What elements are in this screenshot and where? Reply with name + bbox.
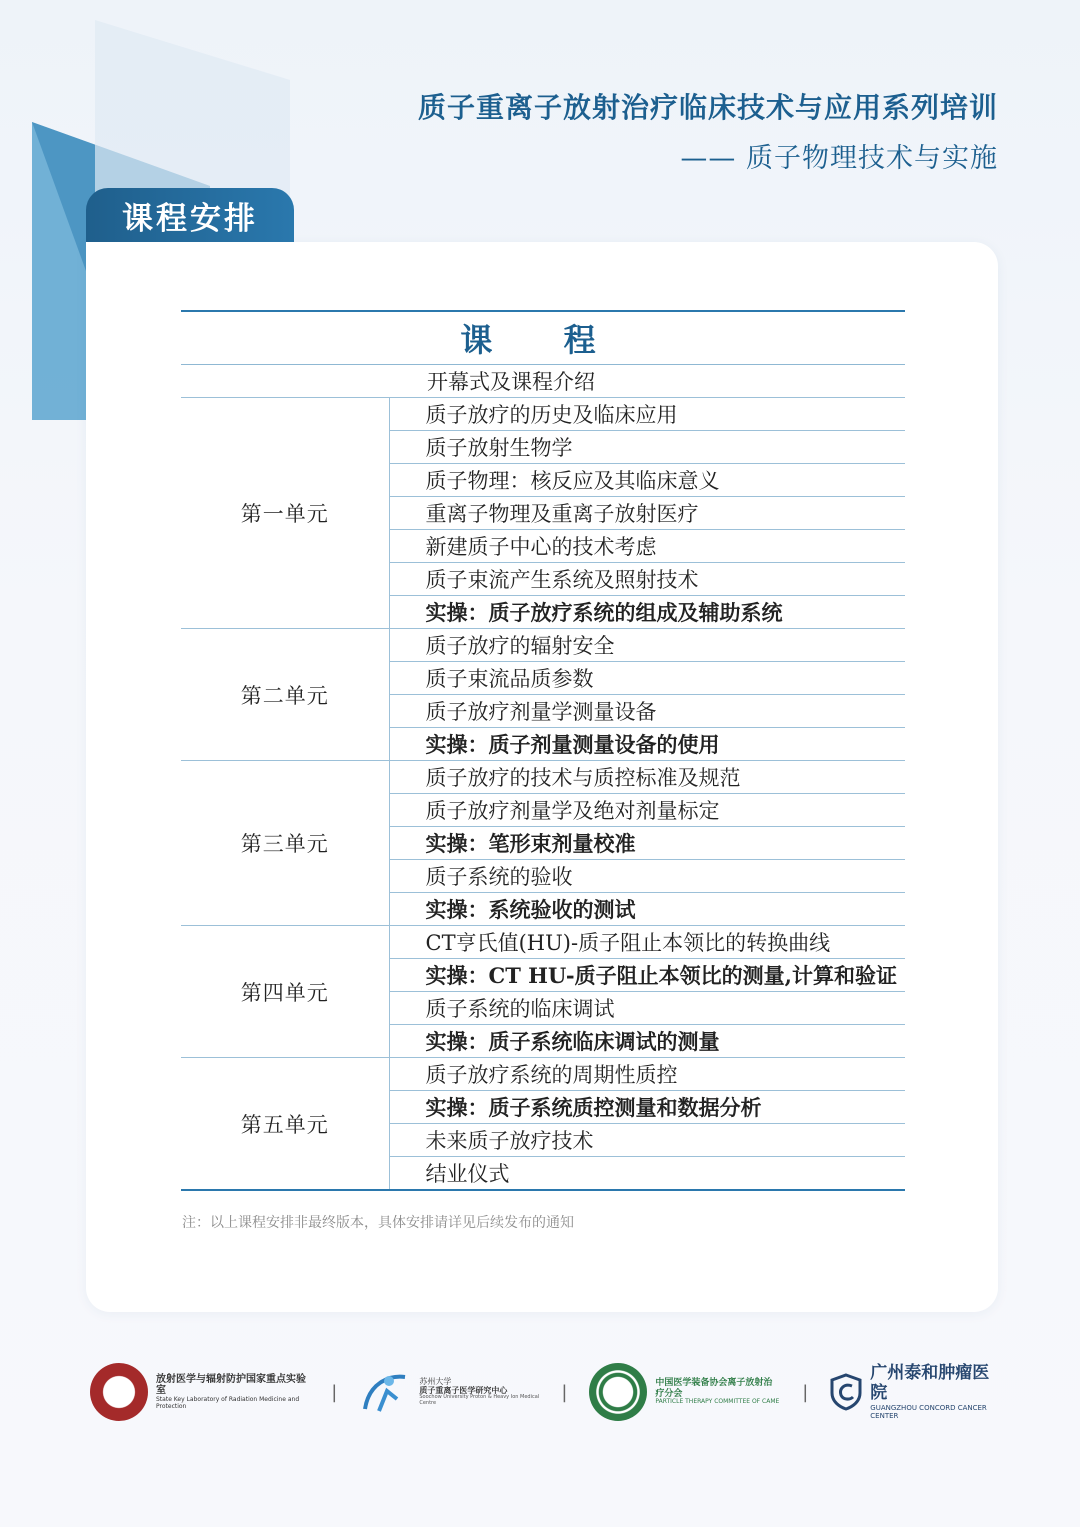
course-item: 质子放疗的技术与质控标准及规范: [389, 761, 905, 794]
logo-subtext: State Key Laboratory of Radiation Medicine and Protection: [156, 1395, 300, 1410]
soochow-figure-icon: [359, 1369, 411, 1415]
footer-logos: [90, 1360, 1000, 1424]
course-item: 质子物理：核反应及其临床意义: [389, 464, 905, 497]
came-seal-icon: [589, 1363, 647, 1421]
course-item: 实操：质子系统质控测量和数据分析: [389, 1091, 905, 1124]
logo-subtext: GUANGZHOU CONCORD CANCER CENTER: [870, 1403, 987, 1420]
unit-label: 第二单元: [181, 629, 389, 761]
course-item: 实操：CT HU-质子阻止本领比的测量,计算和验证: [389, 959, 905, 992]
logo-separator: |: [802, 1381, 809, 1403]
course-table: [181, 310, 905, 1191]
unit-label: 第四单元: [181, 926, 389, 1058]
shield-icon: [830, 1373, 862, 1411]
course-item: 质子放疗的辐射安全: [389, 629, 905, 662]
course-item: 质子系统的验收: [389, 860, 905, 893]
course-item: 质子束流品质参数: [389, 662, 905, 695]
course-item: 实操：系统验收的测试: [389, 893, 905, 926]
course-item: 质子放疗剂量学及绝对剂量标定: [389, 794, 905, 827]
course-item: 质子系统的临床调试: [389, 992, 905, 1025]
header-title: 质子重离子放射治疗临床技术与应用系列培训: [417, 91, 998, 124]
footnote: 注：以上课程安排非最终版本，具体安排请详见后续发布的通知: [182, 1215, 574, 1231]
header-subtitle: —— 质子物理技术与实施: [680, 143, 998, 174]
logo-radiation-lab: [90, 1363, 309, 1421]
logo-separator: |: [561, 1381, 568, 1403]
unit-label: 第三单元: [181, 761, 389, 926]
logo-came: [589, 1363, 780, 1421]
course-item: 实操：质子系统临床调试的测量: [389, 1025, 905, 1058]
table-row: [181, 926, 905, 959]
course-item: 质子放射生物学: [389, 431, 905, 464]
logo-text: 广州泰和肿瘤医院: [870, 1363, 990, 1403]
page-header: [418, 86, 998, 175]
course-item: 质子束流产生系统及照射技术: [389, 563, 905, 596]
course-item: 结业仪式: [389, 1157, 905, 1191]
unit-label: 第一单元: [181, 398, 389, 629]
table-row-opening: [181, 365, 905, 398]
course-item: 实操：质子放疗系统的组成及辅助系统: [389, 596, 905, 629]
course-item: 质子放疗剂量学测量设备: [389, 695, 905, 728]
table-header-row: [181, 311, 905, 365]
radiation-lab-seal-icon: [90, 1363, 148, 1421]
course-item: 重离子物理及重离子放射医疗: [389, 497, 905, 530]
logo-concord: [830, 1364, 1000, 1419]
table-heading: 课 程: [181, 311, 905, 365]
table-row: [181, 1058, 905, 1091]
unit-label: 第五单元: [181, 1058, 389, 1191]
course-item: 新建质子中心的技术考虑: [389, 530, 905, 563]
course-item: CT亨氏值(HU)-质子阻止本领比的转换曲线: [389, 926, 905, 959]
logo-soochow: [359, 1369, 539, 1415]
opening-cell: 开幕式及课程介绍: [181, 365, 905, 398]
logo-subtext: Soochow University Proton & Heavy Ion Medical Centre: [419, 1394, 540, 1407]
course-item: 质子放疗的历史及临床应用: [389, 398, 905, 431]
logo-separator: |: [331, 1381, 338, 1403]
logo-text-top: 苏州大学: [419, 1377, 452, 1387]
table-row: [181, 629, 905, 662]
course-item: 实操：质子剂量测量设备的使用: [389, 728, 905, 761]
section-tab: 课程安排: [86, 188, 294, 242]
course-item: 质子放疗系统的周期性质控: [389, 1058, 905, 1091]
logo-text: 质子重离子医学研究中心: [419, 1386, 508, 1396]
logo-subtext: PARTICLE THERAPY COMMITTEE OF CAME: [655, 1397, 780, 1405]
logo-text: 放射医学与辐射防护国家重点实验室: [156, 1373, 306, 1397]
table-row: [181, 398, 905, 431]
table-row: [181, 761, 905, 794]
course-item: 实操：笔形束剂量校准: [389, 827, 905, 860]
logo-text: 中国医学装备协会离子放射治疗分会: [655, 1378, 773, 1399]
course-item: 未来质子放疗技术: [389, 1124, 905, 1157]
